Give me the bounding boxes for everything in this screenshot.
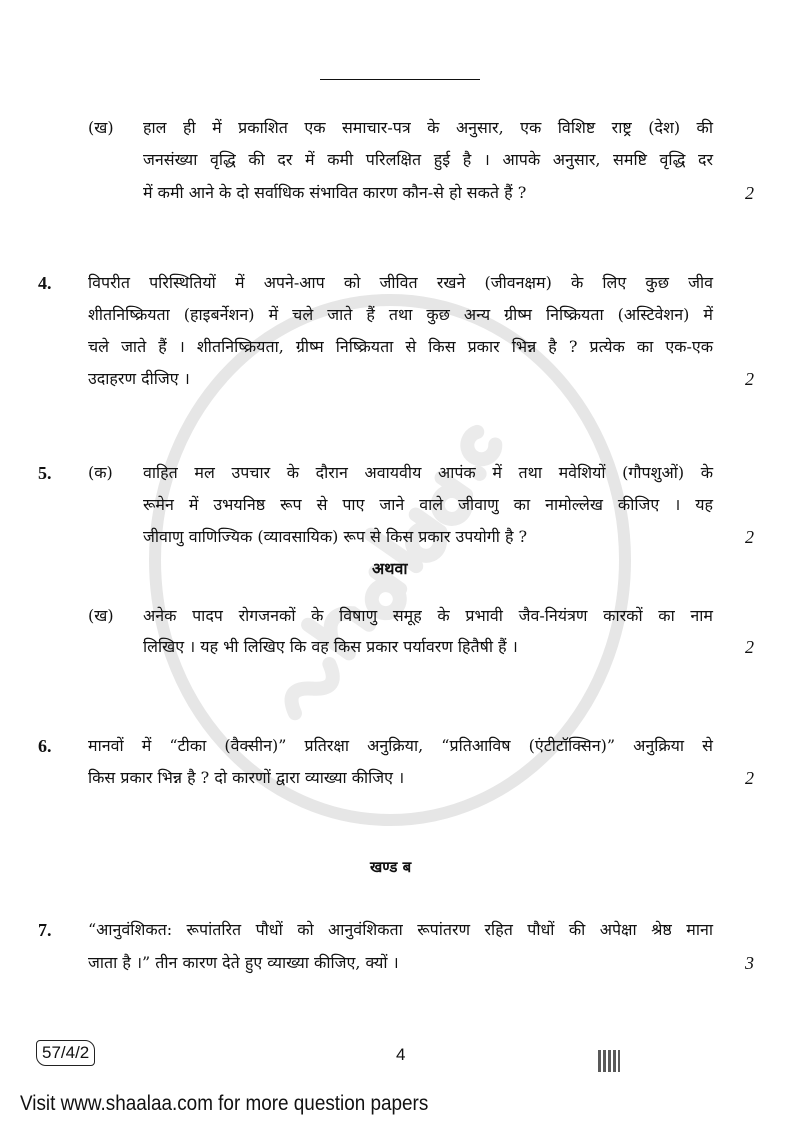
q6-line: मानवों में “टीका (वैक्सीन)” प्रतिरक्षा अनुक्रिया, “प्रतिआविष (एंटीटॉक्सिन)” अनुक्रिया से [88,736,713,755]
q5a-label: (क) [88,463,113,482]
q6-line: किस प्रकार भिन्न है ? दो कारणों द्वारा व्याख्या कीजिए । [88,768,405,787]
q5a-line: रूमेन में उभयनिष्ठ रूप से पाए जाने वाले जीवाणु का नामोल्लेख कीजिए । यह [143,495,713,514]
section-heading: खण्ड ब [370,858,412,876]
qr-code-icon [598,1050,620,1072]
q6-marks: 2 [745,768,754,788]
q3b-line: हाल ही में प्रकाशित एक समाचार-पत्र के अनुसार, एक विशिष्ट राष्ट्र (देश) की [143,118,713,137]
q5a-marks: 2 [745,527,754,547]
q5a-line: जीवाणु वाणिज्यिक (व्यावसायिक) रूप से किस प्रकार उपयोगी है ? [143,527,528,546]
q4-line: उदाहरण दीजिए । [88,369,190,388]
q3b-line: जनसंख्या वृद्धि की दर में कमी परिलक्षित हुई है । आपके अनुसार, समष्टि वृद्धि दर [143,150,713,169]
q5b-line: लिखिए । यह भी लिखिए कि वह किस प्रकार पर्यावरण हितैषी हैं । [143,637,518,656]
q7-line: “आनुवंशिकत: रूपांतरित पौधों को आनुवंशिकता रूपांतरण रहित पौधों की अपेक्षा श्रेष्ठ माना [88,920,713,939]
q4-line: चले जाते हैं । शीतनिष्क्रियता, ग्रीष्म निष्क्रियता से किस प्रकार भिन्न है ? प्रत्येक का एक-एक [88,337,713,356]
q5b-label: (ख) [88,606,114,625]
or-separator: अथवा [372,559,408,578]
q4-line: शीतनिष्क्रियता (हाइबर्नेशन) में चले जाते हैं तथा कुछ अन्य ग्रीष्म निष्क्रियता (अस्टिवेशन) में [88,305,713,324]
q5b-line: अनेक पादप रोगजनकों के विषाणु समूह के प्रभावी जैव-नियंत्रण कारकों का नाम [143,606,713,625]
q7-number: 7. [38,920,52,940]
top-rule [320,79,480,80]
q5a-line: वाहित मल उपचार के दौरान अवायवीय आपंक में तथा मवेशियों (गौपशुओं) के [143,463,713,482]
visit-link[interactable]: Visit www.shaalaa.com for more question papers [20,1092,429,1115]
q4-line: विपरीत परिस्थितियों में अपने-आप को जीवित रखने (जीवनक्षम) के लिए कुछ जीव [88,273,713,292]
q6-number: 6. [38,736,52,756]
q5b-marks: 2 [745,637,754,657]
q4-number: 4. [38,273,52,293]
page-number: 4 [396,1045,406,1064]
q5-number: 5. [38,463,52,483]
q7-marks: 3 [745,953,754,973]
q7-line: जाता है ।” तीन कारण देते हुए व्याख्या कीजिए, क्यों । [88,953,399,972]
paper-code: 57/4/2 [36,1040,95,1066]
q3b-marks: 2 [745,183,754,203]
q4-marks: 2 [745,369,754,389]
q3b-line: में कमी आने के दो सर्वाधिक संभावित कारण कौन-से हो सकते हैं ? [143,183,527,202]
q3b-label: (ख) [88,118,114,137]
